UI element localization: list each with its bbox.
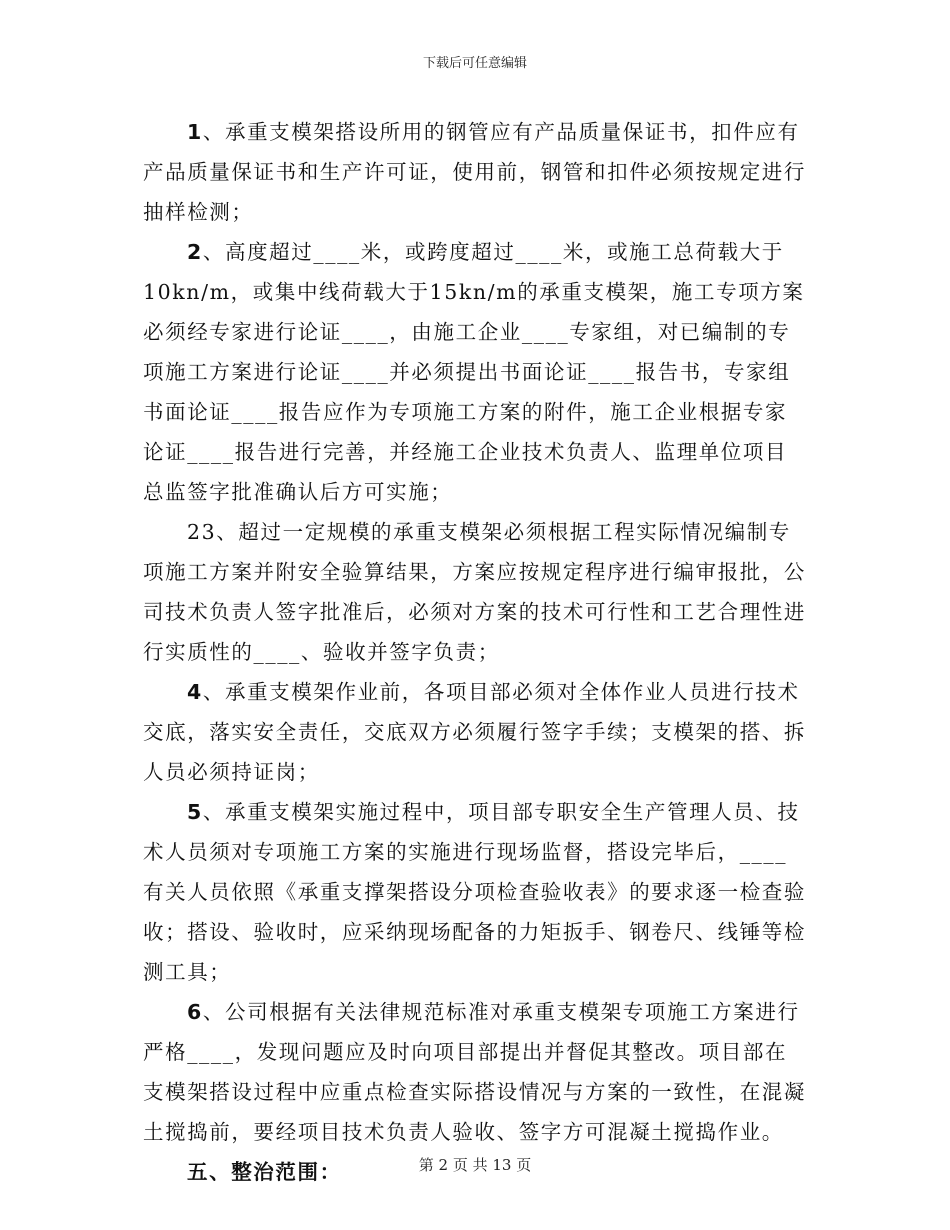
paragraph-text: 、公司根据有关法律规范标准对承重支模架专项施工方案进行严格____，发现问题应及时向项目部提出并督促其整改。项目部在支模架搭设过程中应重点检查实际搭设情况与方案的一致性，在混凝土搅捣前，要经项目技术负责人验收、签字方可混凝土搅捣作业。	[143, 1000, 806, 1144]
paragraph-4	[143, 672, 808, 792]
paragraph-text: 、承重支模架搭设所用的钢管应有产品质量保证书，扣件应有产品质量保证书和生产许可证，使用前，钢管和扣件必须按规定进行抽样检测；	[143, 120, 806, 224]
paragraph-6	[143, 992, 808, 1152]
paragraph-text: 、高度超过____米，或跨度超过____米，或施工总荷载大于10kn/m，或集中线荷载大于15kn/m的承重支模架，施工专项方案必须经专家进行论证____，由施工企业____专家组，对已编制的专项施工方案进行论证____并必须提出书面论证____报告书，专家组书面论证____报告应作为专项施工方案的附件，施工企业根据专家论证____报告进行完善，并经施工企业技术负责人、监理单位项目总监签字批准确认后方可实施；	[143, 240, 805, 504]
page-number-footer: 第 2 页 共 13 页	[418, 1156, 532, 1174]
paragraph-3	[143, 512, 808, 672]
page-header-note: 下载后可任意编辑	[422, 56, 527, 71]
item-number: 2	[187, 240, 203, 264]
paragraph-1	[143, 112, 808, 232]
paragraph-2	[143, 232, 808, 512]
item-number: 4	[187, 680, 203, 704]
document-body	[143, 112, 808, 1192]
paragraph-text: 、承重支模架作业前，各项目部必须对全体作业人员进行技术交底，落实安全责任，交底双方必须履行签字手续；支模架的搭、拆人员必须持证岗；	[143, 680, 806, 784]
item-number: 5	[187, 800, 203, 824]
item-number: 23	[187, 520, 217, 544]
paragraph-text: 、超过一定规模的承重支模架必须根据工程实际情况编制专项施工方案并附安全验算结果，方案应按规定程序进行编审报批，公司技术负责人签字批准后，必须对方案的技术可行性和工艺合理性进行实质性的____、验收并签字负责；	[143, 520, 806, 664]
paragraph-5	[143, 792, 808, 992]
item-number: 1	[187, 120, 203, 144]
section-heading: 五、整治范围：	[187, 1160, 342, 1184]
item-number: 6	[187, 1000, 203, 1024]
paragraph-text: 、承重支模架实施过程中，项目部专职安全生产管理人员、技术人员须对专项施工方案的实施进行现场监督，搭设完毕后，____有关人员依照《承重支撑架搭设分项检查验收表》的要求逐一检查验收；搭设、验收时，应采纳现场配备的力矩扳手、钢卷尺、线锤等检测工具；	[143, 800, 806, 984]
